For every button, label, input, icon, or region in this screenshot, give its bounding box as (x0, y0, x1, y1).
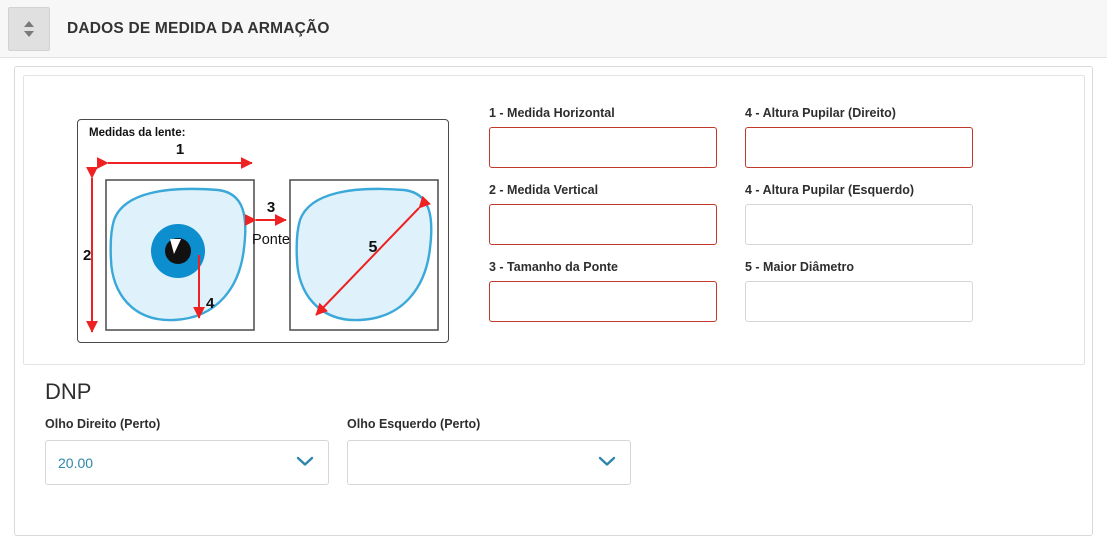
svg-text:Ponte: Ponte (252, 232, 290, 248)
field-label-medida-horizontal: 1 - Medida Horizontal (489, 106, 615, 120)
updown-arrows-icon (21, 17, 37, 41)
chevron-down-icon (296, 454, 314, 472)
field-tamanho-da-ponte (489, 260, 719, 322)
input-altura-pupilar-esquerdo[interactable] (745, 204, 973, 245)
diagram-graphic (78, 120, 450, 344)
select-olho-esquerdo-perto[interactable] (347, 440, 631, 485)
field-label-altura-pupilar-direito: 4 - Altura Pupilar (Direito) (745, 106, 896, 120)
field-medida-vertical (489, 183, 719, 245)
field-label-altura-pupilar-esquerdo: 4 - Altura Pupilar (Esquerdo) (745, 183, 915, 197)
field-label-medida-vertical: 2 - Medida Vertical (489, 183, 599, 197)
dnp-section (23, 379, 1085, 537)
select-olho-direito-perto[interactable] (45, 440, 329, 485)
input-medida-vertical[interactable] (489, 204, 717, 245)
lens-measurement-diagram (77, 119, 449, 343)
input-medida-horizontal[interactable] (489, 127, 717, 168)
svg-text:4: 4 (206, 295, 215, 312)
collapse-toggle-button[interactable] (8, 7, 50, 51)
field-olho-esquerdo-perto (347, 417, 631, 485)
svg-text:2: 2 (83, 247, 92, 264)
svg-text:1: 1 (175, 141, 185, 158)
field-altura-pupilar-esquerdo (745, 183, 975, 245)
diagram-caption: Medidas da lente: (89, 127, 186, 139)
dnp-fields (23, 417, 1085, 537)
field-label-tamanho-da-ponte: 3 - Tamanho da Ponte (489, 260, 618, 274)
measure-column-right (745, 106, 975, 337)
input-maior-diametro[interactable] (745, 281, 973, 322)
measures-panel (23, 75, 1085, 365)
select-value-olho-direito-perto: 20.00 (58, 454, 94, 471)
content-card (14, 66, 1093, 536)
field-altura-pupilar-direito (745, 106, 975, 168)
label-olho-direito-perto: Olho Direito (Perto) (45, 417, 161, 431)
input-tamanho-da-ponte[interactable] (489, 281, 717, 322)
field-medida-horizontal (489, 106, 719, 168)
page-title: DADOS DE MEDIDA DA ARMAÇÃO (67, 19, 330, 37)
field-label-maior-diametro: 5 - Maior Diâmetro (745, 260, 855, 274)
chevron-down-icon (598, 454, 616, 472)
field-maior-diametro (745, 260, 975, 322)
input-altura-pupilar-direito[interactable] (745, 127, 973, 168)
svg-text:5: 5 (368, 239, 378, 256)
dnp-title: DNP (45, 379, 92, 404)
measure-column-left (489, 106, 719, 337)
field-olho-direito-perto (45, 417, 329, 485)
section-header (0, 0, 1107, 58)
svg-text:3: 3 (266, 199, 276, 216)
label-olho-esquerdo-perto: Olho Esquerdo (Perto) (347, 417, 481, 431)
